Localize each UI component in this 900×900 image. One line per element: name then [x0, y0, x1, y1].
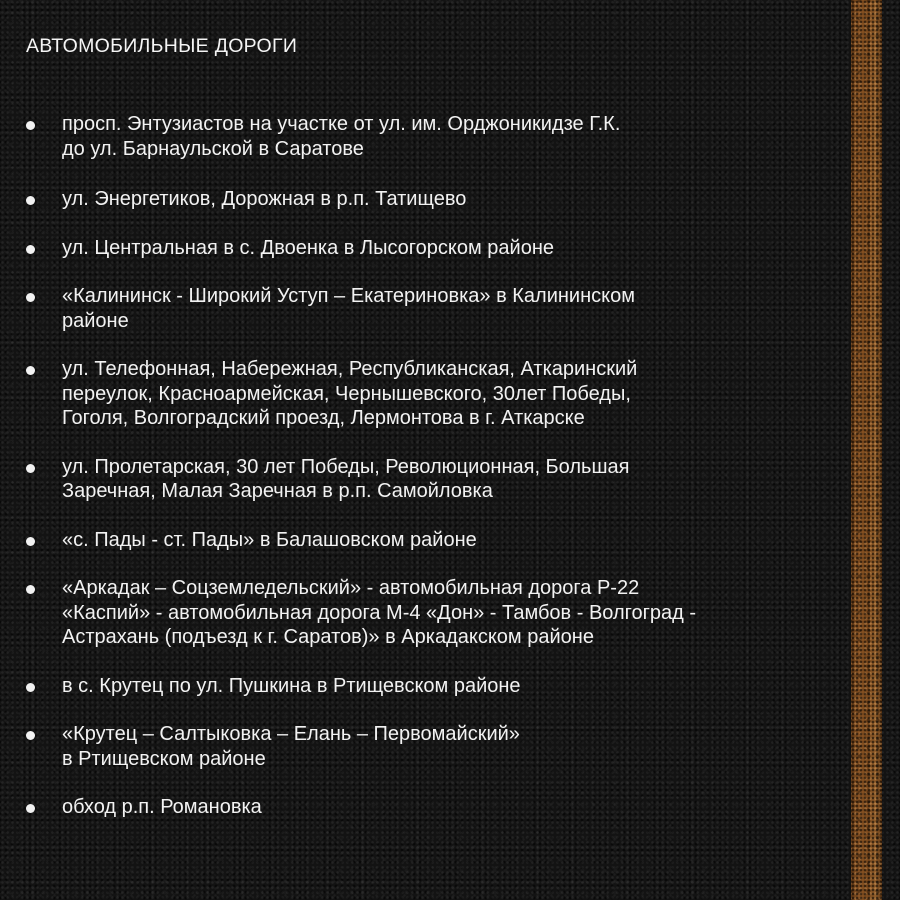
list-item [26, 187, 856, 212]
list-item-line: Заречная, Малая Заречная в р.п. Самойловка [62, 480, 493, 502]
list-item-line: «Каспий» - автомобильная дорога М-4 «Дон» - Тамбов - Волгоград - [62, 601, 697, 624]
bullet-icon [26, 731, 35, 740]
list-item [26, 795, 856, 820]
list-item-line: Астрахань (подъезд к г. Саратов)» в Аркадакском районе [62, 626, 594, 648]
list-item-line: в Ртищевском районе [62, 747, 266, 770]
list-item [26, 455, 856, 504]
list-item-line: обход р.п. Романовка [62, 796, 262, 818]
page-title: АВТОМОБИЛЬНЫЕ ДОРОГИ [26, 35, 298, 57]
list-item-line: ул. Энергетиков, Дорожная в р.п. Татищево [62, 188, 467, 210]
list-item-line: ул. Пролетарская, 30 лет Победы, Революционная, Большая [62, 455, 630, 478]
bullet-icon [26, 537, 35, 546]
list-item-line: районе [62, 309, 129, 332]
bullet-icon [26, 196, 35, 205]
list-item-line: в с. Крутец по ул. Пушкина в Ртищевском районе [62, 674, 521, 697]
bullet-icon [26, 245, 35, 254]
list-item-line: Гоголя, Волгоградский проезд, Лермонтова в г. Аткарске [62, 407, 585, 429]
list-item-line: «Аркадак – Соцземледельский» - автомобильная дорога Р-22 [62, 577, 640, 599]
list-item-line: ул. Телефонная, Набережная, Республиканская, Аткаринский [62, 358, 638, 380]
list-item-line: «Крутец – Салтыковка – Елань – Первомайский» [62, 723, 520, 745]
list-item [26, 674, 856, 699]
bullet-icon [26, 464, 35, 473]
list-item-line: просп. Энтузиастов на участке от ул. им. Орджоникидзе Г.К. [62, 113, 621, 135]
bullet-icon [26, 804, 35, 813]
bullet-icon [26, 683, 35, 692]
bullet-icon [26, 293, 35, 302]
list-item [26, 236, 856, 261]
list-item [26, 357, 856, 431]
list-item-line: ул. Центральная в с. Двоенка в Лысогорском районе [62, 236, 555, 259]
list-item [26, 112, 856, 161]
bullet-icon [26, 585, 35, 594]
list-item [26, 576, 856, 650]
list-item-line: «Калининск - Широкий Уступ – Екатериновка» в Калининском [62, 285, 635, 307]
bullet-icon [26, 366, 35, 375]
list-item-line: «с. Пады - ст. Пады» в Балашовском районе [62, 528, 477, 551]
list-item [26, 722, 856, 771]
list-item [26, 528, 856, 553]
list-item-line: до ул. Барнаульской в Саратове [62, 137, 364, 160]
bullet-icon [26, 121, 35, 130]
roads-list [26, 112, 856, 820]
list-item-line: переулок, Красноармейская, Чернышевского, 30лет Победы, [62, 382, 631, 405]
list-item [26, 284, 856, 333]
